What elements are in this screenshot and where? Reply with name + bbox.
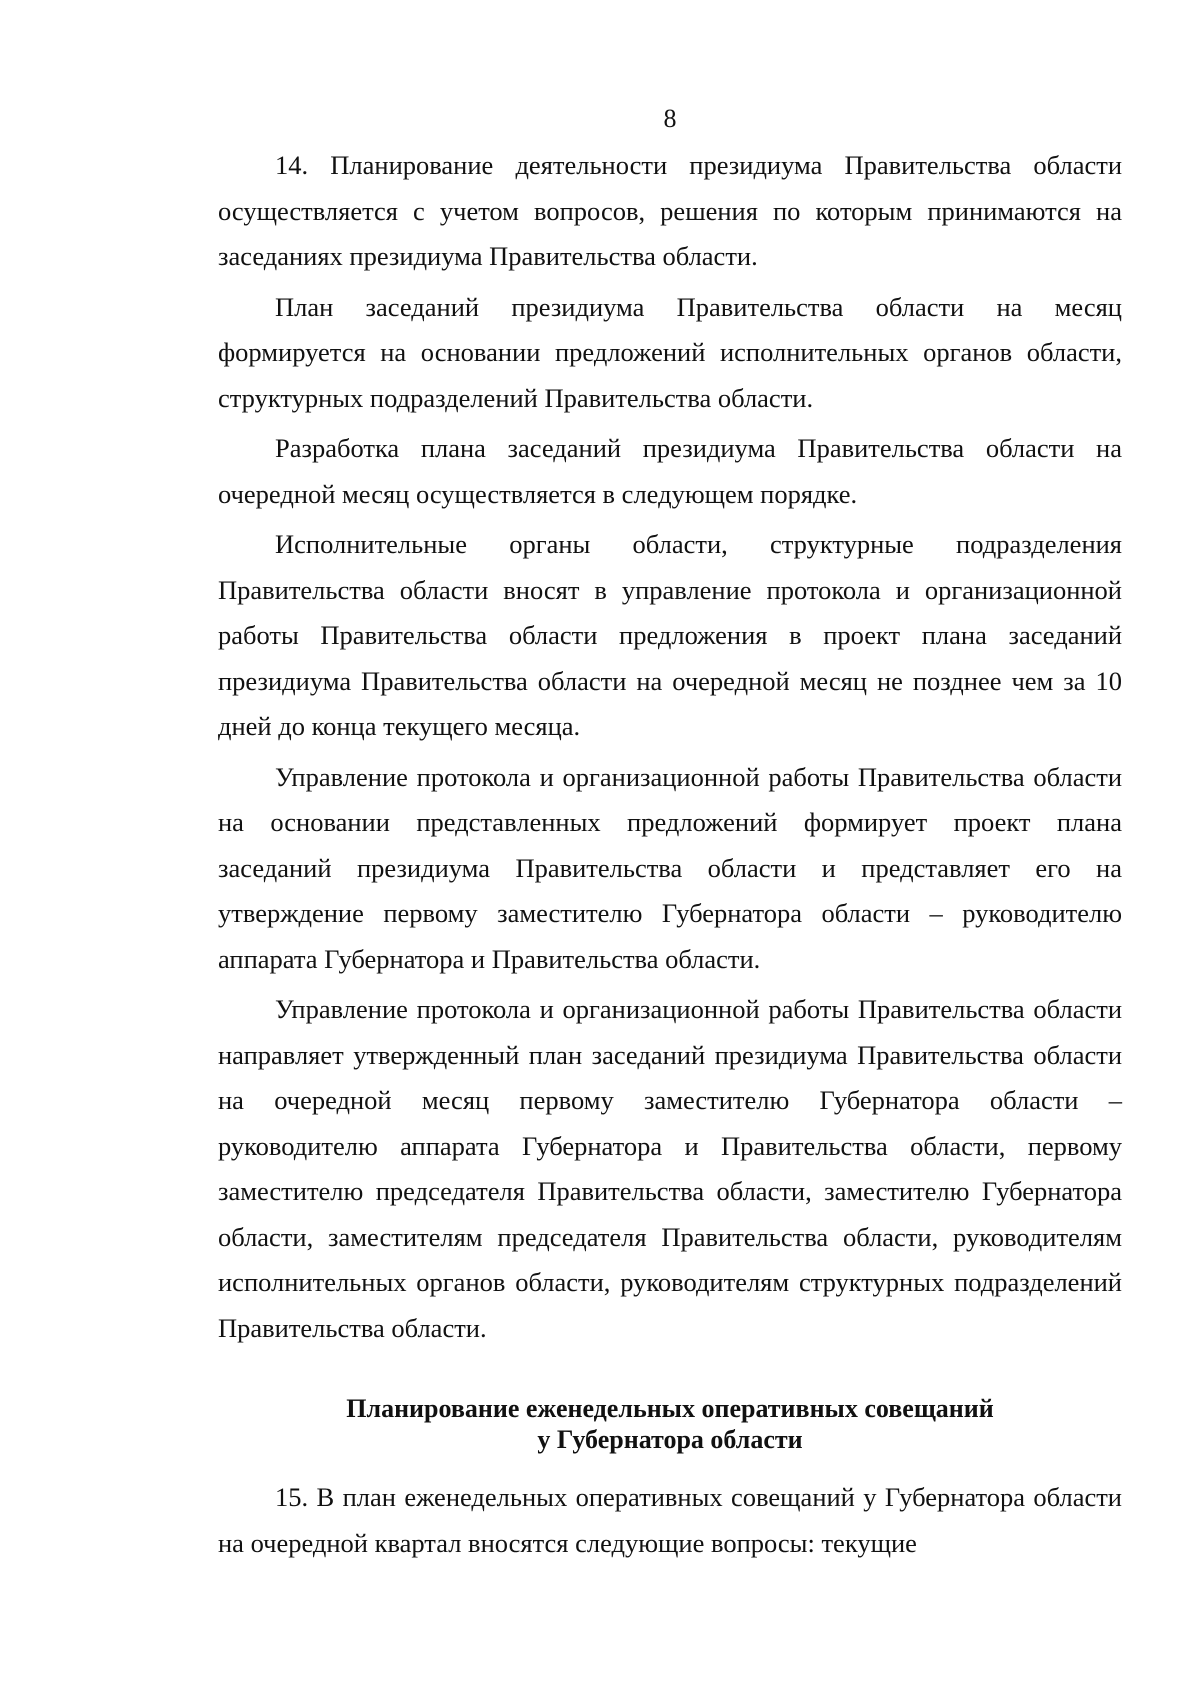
page-number: 8 [663,104,677,133]
paragraph-14-intro: 14. Планирование деятельности президиума Правительства области осуществляется с учетом вопросов, решения по которым принимаются на заседаниях президиума Правительства области. [218,150,1122,271]
section-heading-line-1: Планирование еженедельных оперативных совещаний [346,1394,994,1423]
section-heading [218,1393,1122,1455]
document-body [218,143,1122,1571]
paragraph-proposals: Исполнительные органы области, структурные подразделения Правительства области вносят в управление протокола и организационной работы Правительства области предложения в проект плана заседаний президиума Правительства области на очередной месяц не позднее чем за 10 дней до конца текущего месяца. [218,529,1122,741]
paragraph-plan-distribution: Управление протокола и организационной работы Правительства области направляет утвержденный план заседаний президиума Правительства области на очередной месяц первому заместителю Губернатора области – руководителю аппарата Губернатора и Правительства области, первому заместителю председателя Правительства области, заместителю Губернатора области, заместителям председателя Правительства области, руководителям исполнительных органов области, руководителям структурных подразделений Правительства области. [218,994,1122,1343]
paragraph-plan-formation: План заседаний президиума Правительства области на месяц формируется на основании предложений исполнительных органов области, структурных подразделений Правительства области. [218,291,1122,413]
paragraph-draft-plan: Управление протокола и организационной работы Правительства области на основании представленных предложений формирует проект плана заседаний президиума Правительства области и представляет его на утверждение первому заместителю Губернатора области – руководителю аппарата Губернатора и Правительства области. [218,761,1122,974]
paragraph-plan-development: Разработка плана заседаний президиума Правительства области на очередной месяц осуществляется в следующем порядке. [218,433,1122,509]
paragraph-15-intro: 15. В план еженедельных оперативных совещаний у Губернатора области на очередной квартал вносятся следующие вопросы: текущие [218,1482,1122,1558]
section-heading-line-2: у Губернатора области [537,1425,803,1454]
